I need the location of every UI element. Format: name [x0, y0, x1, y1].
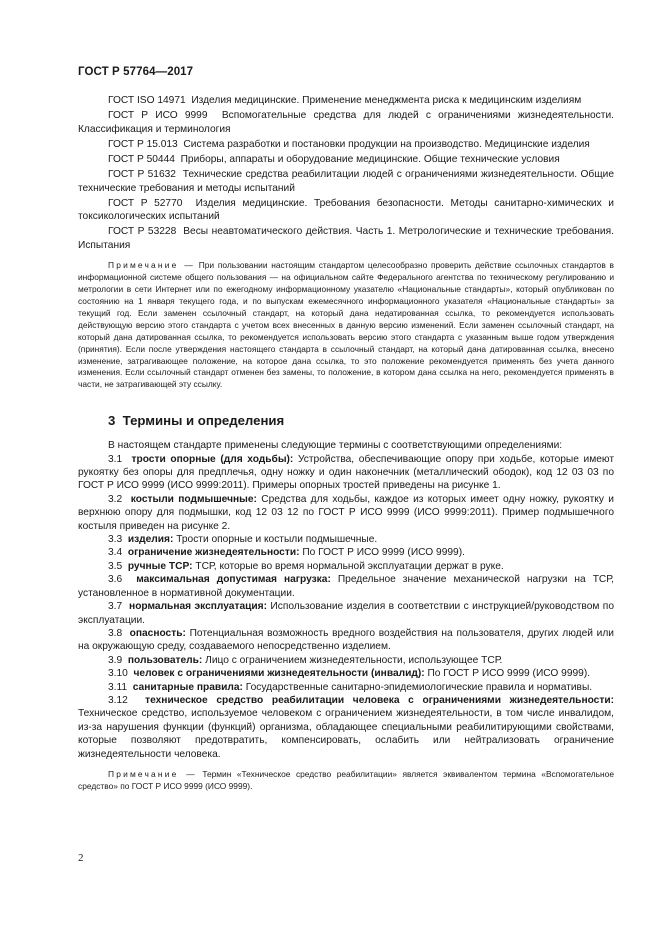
reference-text: Изделия медицинские. Требования безопасности. Методы санитарно-химических и токсикологических испытаний	[78, 197, 614, 223]
terms-list	[78, 453, 614, 761]
reference-item	[78, 168, 614, 195]
reference-text: Система разработки и постановки продукции на производство. Медицинские изделия	[183, 138, 590, 150]
page-number: 2	[78, 852, 84, 864]
reference-item	[78, 94, 614, 107]
reference-code: ГОСТ Р 50444	[108, 154, 175, 166]
term-item	[78, 533, 614, 546]
term-number: 3.6	[108, 574, 123, 586]
section-number: 3	[108, 413, 116, 429]
term-name: ограничение жизнедеятельности:	[127, 547, 300, 559]
reference-text: Приборы, аппараты и оборудование медицинские. Общие технические условия	[180, 154, 560, 166]
term-item	[78, 546, 614, 559]
term-number: 3.11	[108, 681, 128, 693]
reference-item	[78, 153, 614, 166]
term-item	[78, 573, 614, 600]
term-definition: Использование изделия в соответствии с инструкцией/руководством по эксплуатации.	[78, 601, 614, 626]
term-item	[78, 627, 614, 654]
term-name: техническое средство реабилитации человека с ограничениями жизнедеятельности:	[145, 694, 614, 706]
term-item	[78, 694, 614, 761]
document-header: ГОСТ Р 57764—2017	[78, 66, 194, 78]
reference-code: ГОСТ ISO 14971	[108, 95, 186, 106]
term-number: 3.3	[108, 534, 123, 546]
term-item	[78, 681, 614, 694]
term-item	[78, 453, 614, 493]
term-item	[78, 654, 614, 667]
term-name: санитарные правила:	[132, 681, 243, 693]
terms-note	[78, 769, 614, 793]
term-definition: Трости опорные и костыли подмышечные.	[176, 534, 378, 546]
term-number: 3.4	[108, 547, 123, 559]
section-title: Термины и определения	[122, 413, 285, 429]
term-item	[78, 600, 614, 627]
term-number: 3.5	[108, 560, 123, 572]
reference-text: Изделия медицинские. Применение менеджмента риска к медицинским изделиям	[191, 95, 582, 106]
reference-code: ГОСТ Р 15.013	[108, 138, 178, 150]
term-name: человек с ограничениями жизнедеятельности (инвалид):	[133, 668, 425, 680]
term-number: 3.7	[108, 601, 123, 613]
term-number: 3.1	[108, 453, 123, 465]
term-name: костыли подмышечные:	[130, 493, 257, 505]
reference-item	[78, 109, 614, 136]
reference-code: ГОСТ Р 51632	[108, 169, 176, 181]
reference-code: ГОСТ Р ИСО 9999	[108, 110, 208, 122]
section-intro: В настоящем стандарте применены следующие термины с соответствующими определениями:	[108, 440, 563, 452]
reference-item	[78, 138, 614, 151]
term-definition: Устройства, обеспечивающие опору при ходьбе, которые имеют рукоятку без опоры для предплечья, одну ножку и один наконечник (металлический ободок), код 12 03 03 по ГОСТ Р ИСО 9999 (ИСО 9999:2011). Примеры опорных тростей приведены на рисунке 1.	[78, 453, 614, 492]
term-name: трости опорные (для ходьбы):	[131, 453, 294, 465]
term-definition: По ГОСТ Р ИСО 9999 (ИСО 9999).	[427, 668, 591, 680]
term-definition: Потенциальная возможность вредного воздействия на пользователя, других людей или на окружающую среду, создаваемого непосредственно изделием.	[78, 627, 614, 653]
references-list	[78, 94, 614, 252]
term-name: изделия:	[127, 534, 174, 546]
note-label: Примечание —	[108, 768, 197, 779]
term-definition: Средства для ходьбы, каждое из которых имеет одну ножку, рукоятку и верхнюю опору для подмышки, код 12 03 12 по ГОСТ Р ИСО 9999 (ИСО 9999:2011). Пример подмышечного костыля приведен на рисунке 2.	[78, 493, 614, 532]
term-name: пользователь:	[127, 654, 203, 666]
term-number: 3.9	[108, 654, 123, 666]
term-item	[78, 560, 614, 573]
term-name: нормальная эксплуатация:	[129, 601, 267, 613]
term-definition: Государственные санитарно-эпидемиологические правила и нормативы.	[245, 681, 593, 693]
document-body	[78, 94, 614, 793]
reference-text: Вспомогательные средства для людей с ограничениями жизнедеятельности. Классификация и терминология	[78, 110, 614, 135]
term-name: опасность:	[129, 627, 186, 639]
reference-code: ГОСТ Р 53228	[108, 226, 177, 238]
term-name: ручные ТСР:	[127, 560, 193, 572]
term-definition: Техническое средство, используемое человеком с ограничением жизнедеятельности, в том числе инвалидом, из-за нарушения функции (функций) организма, обладающее специальными реабилитирующими свойствами, которые позволяют предотвратить, компенсировать, ослабить или нейтрализовать ограничение жизнедеятельности человека.	[78, 708, 614, 760]
term-definition: Лицо с ограничением жизнедеятельности, использующее ТСР.	[205, 654, 503, 666]
reference-text: Весы неавтоматического действия. Часть 1. Метрологические и технические требования. Испытания	[78, 226, 614, 251]
references-note	[78, 260, 614, 391]
term-number: 3.10	[108, 668, 128, 680]
term-definition: ТСР, которые во время нормальной эксплуатации держат в руке.	[195, 560, 504, 572]
term-number: 3.8	[108, 627, 123, 639]
term-definition: Предельное значение механической нагрузки на ТСР, установленное в нормативной документации.	[78, 574, 614, 599]
term-item	[78, 493, 614, 533]
reference-item	[78, 225, 614, 252]
note-label: Примечание —	[108, 260, 195, 271]
section-heading	[78, 413, 614, 429]
reference-code: ГОСТ Р 52770	[108, 197, 183, 209]
term-item	[78, 667, 614, 680]
term-definition: По ГОСТ Р ИСО 9999 (ИСО 9999).	[302, 547, 465, 559]
term-name: максимальная допустимая нагрузка:	[136, 574, 331, 586]
term-number: 3.12	[108, 694, 128, 706]
note-text: Термин «Техническое средство реабилитации» является эквивалентом термина «Вспомогательное средство» по ГОСТ Р ИСО 9999 (ИСО 9999).	[78, 768, 614, 791]
term-number: 3.2	[108, 493, 123, 505]
reference-text: Технические средства реабилитации людей с ограничениями жизнедеятельности. Общие технические требования и методы испытаний	[78, 169, 614, 194]
note-text: При пользовании настоящим стандартом целесообразно проверить действие ссылочных стандартов в информационной системе общего пользования — на официальном сайте Федерального агентства по техническому регулированию и метрологии в сети Интернет или по ежегодному информационному указателю «Национальные стандарты», который опубликован по состоянию на 1 января текущего года, и по выпускам ежемесячного информационного указателя «Национальные стандарты» за текущий год. Если заменен ссылочный стандарт, на который дана недатированная ссылка, то рекомендуется использовать действующую версию этого стандарта с учетом всех внесенных в данную версию изменений. Если заменен ссылочный стандарт, на который дана датированная ссылка, то рекомендуется использовать версию этого стандарта с указанным выше годом утверждения (принятия). Если после утверждения настоящего стандарта в ссылочный стандарт, на который дана датированная ссылка, внесено изменение, затрагивающее положение, на которое дана ссылка, то это положение рекомендуется применять без учета данного изменения. Если ссылочный стандарт отменен без замены, то положение, в котором дана ссылка на него, рекомендуется применять в части, не затрагивающей эту ссылку.	[78, 260, 614, 390]
reference-item	[78, 197, 614, 224]
